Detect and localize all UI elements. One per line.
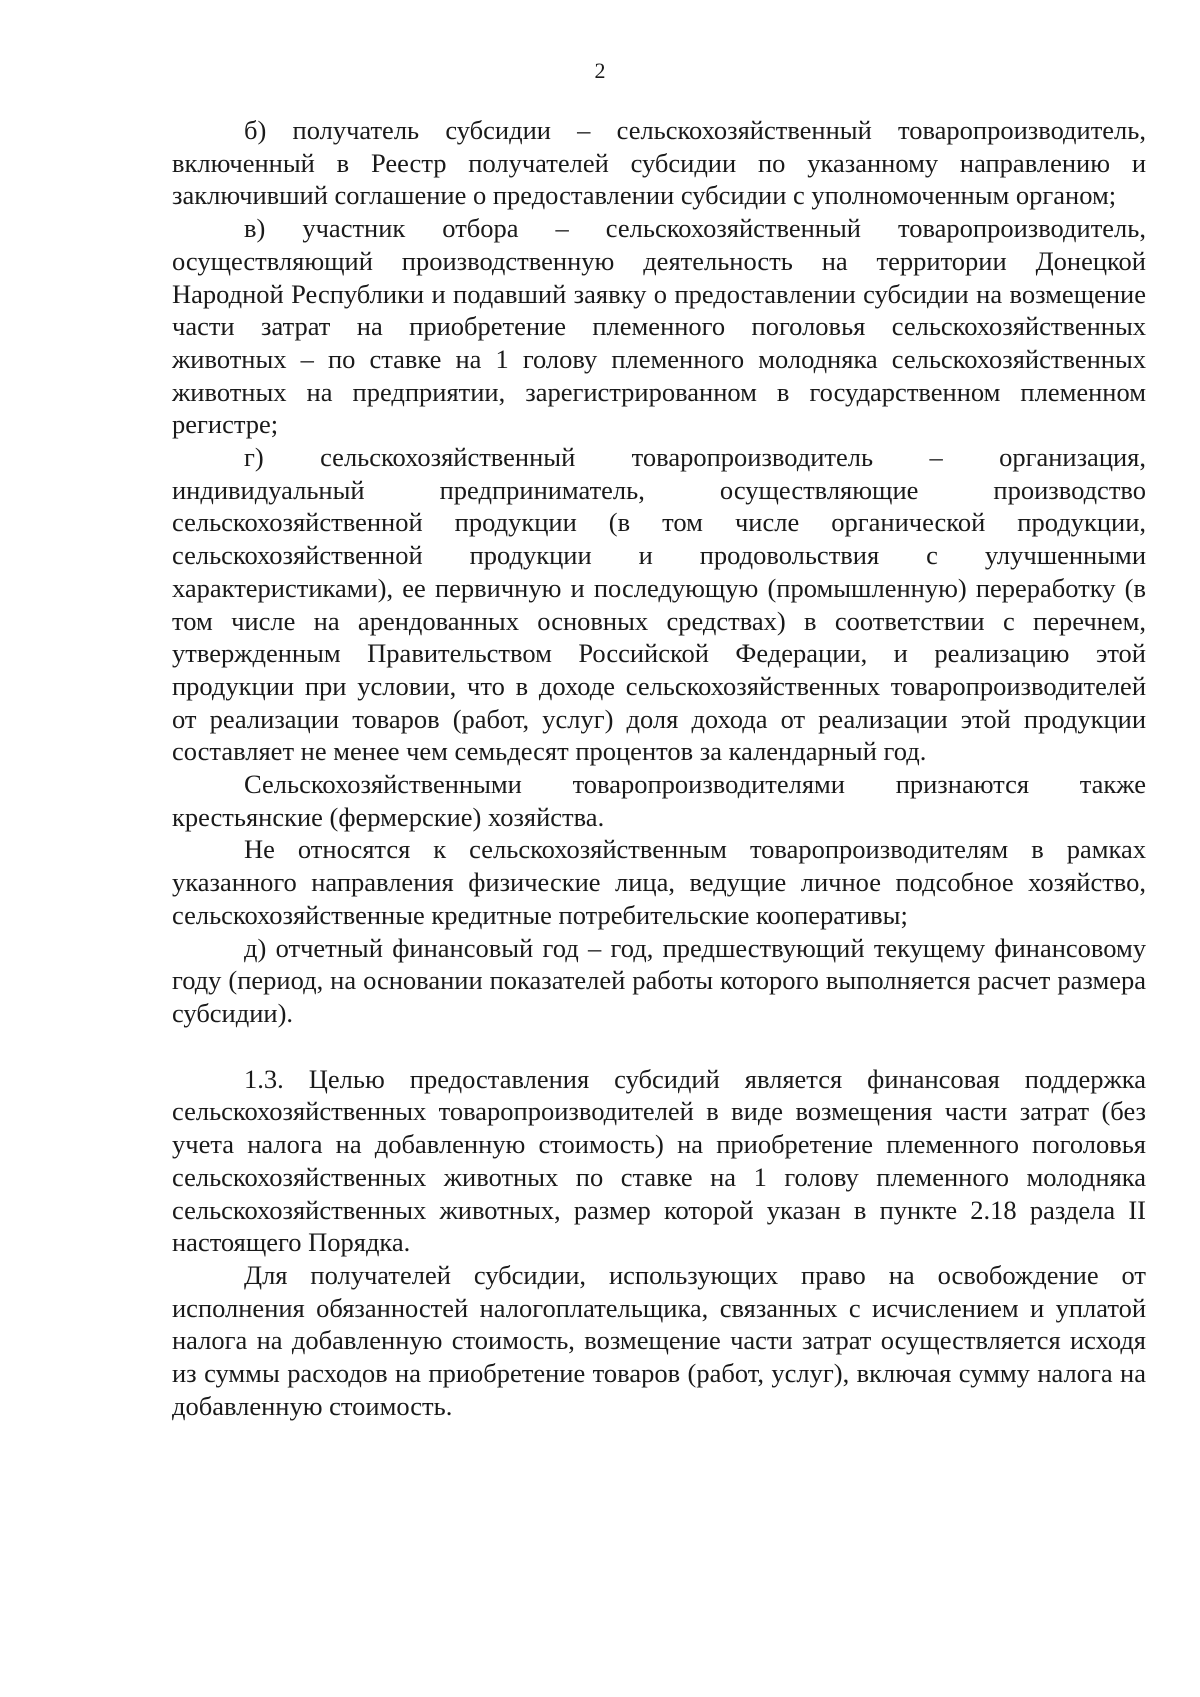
paragraph-farm-households: Сельскохозяйственными товаропроизводителями признаются также крестьянские (фермерские) хозяйства. (172, 769, 1146, 832)
paragraph-exclusions: Не относятся к сельскохозяйственным товаропроизводителям в рамках указанного направления физические лица, ведущие личное подсобное хозяйство, сельскохозяйственные кредитные потребительские кооперативы; (172, 834, 1146, 930)
paragraph-g-agricultural-producer: г) сельскохозяйственный товаропроизводитель – организация, индивидуальный предприниматель, осуществляющие производство сельскохозяйственной продукции (в том числе органической продукции, сельскохозяйственной продукции и продовольствия с улучшенными характеристиками), ее первичную и последующую (промышленную) переработку (в том числе на арендованных основных средствах) в соответствии с перечнем, утвержденным Правительством Российской Федерации, и реализацию этой продукции при условии, что в доходе сельскохозяйственных товаропроизводителей от реализации товаров (работ, услуг) доля дохода от реализации этой продукции составляет не менее чем семьдесят процентов за календарный год. (172, 442, 1146, 767)
page-number: 2 (594, 58, 606, 83)
paragraph-1-3-purpose: 1.3. Целью предоставления субсидий является финансовая поддержка сельскохозяйственных товаропроизводителей в виде возмещения части затрат (без учета налога на добавленную стоимость) на приобретение племенного поголовья сельскохозяйственных животных по ставке на 1 голову племенного молодняка сельскохозяйственных животных, размер которой указан в пункте 2.18 раздела II настоящего Порядка. (172, 1063, 1146, 1258)
paragraph-d-reporting-year: д) отчетный финансовый год – год, предшествующий текущему финансовому году (период, на основании показателей работы которого выполняется расчет размера субсидии). (172, 932, 1146, 1028)
paragraph-b-subsidy-recipient: б) получатель субсидии – сельскохозяйственный товаропроизводитель, включенный в Реестр получателей субсидии по указанному направлению и заключивший соглашение о предоставлении субсидии с уполномоченным органом; (172, 115, 1146, 211)
document-body (172, 114, 1146, 1422)
paragraph-vat-exemption: Для получателей субсидии, использующих право на освобождение от исполнения обязанностей налогоплательщика, связанных с исчислением и уплатой налога на добавленную стоимость, возмещение части затрат осуществляется исходя из суммы расходов на приобретение товаров (работ, услуг), включая сумму налога на добавленную стоимость. (172, 1259, 1146, 1421)
paragraph-v-selection-participant: в) участник отбора – сельскохозяйственный товаропроизводитель, осуществляющий производственную деятельность на территории Донецкой Народной Республики и подавший заявку о предоставлении субсидии на возмещение части затрат на приобретение племенного поголовья сельскохозяйственных животных – по ставке на 1 голову племенного молодняка сельскохозяйственных животных на предприятии, зарегистрированном в государственном племенном регистре; (172, 213, 1146, 440)
